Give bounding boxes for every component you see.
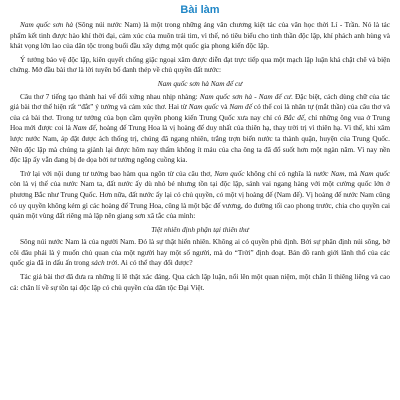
paragraph <box>10 92 390 166</box>
text: . Ai có thể thay đổi được? <box>117 258 193 268</box>
italic-text: sách trời <box>91 258 118 268</box>
italic-text: Nam quốc <box>359 168 391 178</box>
italic-text: Tiệt nhiên định phận tại thiên thư <box>151 224 249 234</box>
italic-text: Nam quốc <box>214 168 245 178</box>
italic-text: nước Nam <box>313 168 345 178</box>
paragraph <box>10 20 390 52</box>
text: Câu thơ 7 tiếng tạo thành hai vế đối xứng nhau nhịp nhàng: <box>20 91 200 101</box>
paragraph <box>10 55 390 76</box>
text: . Đặc biệt, cách dùng chữ của tác giả bài thơ thể hiện rất “đắt” ý tưởng và cảm xúc thơ. Hai từ <box>10 91 390 112</box>
document-body <box>10 20 390 293</box>
italic-text: Nam quốc <box>188 102 219 112</box>
paragraph <box>10 169 390 222</box>
italic-text: Nam quốc sơn hà - Nam đế cư <box>199 91 292 101</box>
document-title: Bài làm <box>180 4 220 16</box>
text: Tác giả bài thơ đã đưa ra những lí lẽ thật xác đáng. Qua cách lập luận, nổi lên một quan niệm, một chân lí thiêng liêng và cao cả: chân lí về sự tồn tại độc lập có chủ quyền của dân tộc Đại Việt. <box>10 272 390 292</box>
italic-text: Nam quốc sơn hà Nam đế cư <box>157 78 243 88</box>
text: còn là vị thế của nước Nam ta, đất nước ấy dù nhỏ bé nhưng tồn tại độc lập, sánh vai ngang hàng với một cường quốc lớn ở phương Bắc như Trung Quốc. Hơn nữa, đất nước ấy lại có chủ quyền, có một vị hoàng đế (Nam đế). Vị hoàng đế nước Nam cũng có uy quyền không kém gì các hoàng đế Trung Hoa, cũng là một bậc đế vương, do đường tối cao phong trước, chia cho quyền cai quản một vùng đất riêng mà lập nên giang sơn xã tắc của mình: <box>10 179 390 221</box>
quote-heading <box>10 79 390 90</box>
text: , hoàng đế Trung Hoa là vị hoàng đế duy nhất của thiên hạ, thay trời trị vì thiên hạ. Vì thế, khi xâm lược nước Nam, áp đặt được ách thống trị, chúng đã ngang nhiên, trắng trợn biến nước ta thành quận, huyện của Trung Quốc. Nền độc lập mà chúng ta giành lại được hôm nay thấm không ít máu của cha ông ta đã đổ suốt hơn một ngàn năm. Vì nay nền độc lập ấy vẫn đang bị đe dọa bởi tư tưởng ngông cuồng kia. <box>10 123 391 165</box>
text: Sông núi nước Nam là của người Nam. Đó là sự thật hiển nhiên. Không ai có quyền phủ định. Bởi sự phân định núi sông, bờ cõi đâu phải là ý muốn chủ quan của một người hay một số người, mà do “Trời” định đoạt. Bản đồ ranh giới lãnh thổ của các quốc gia đã in dấu ấn trong <box>10 237 390 268</box>
text: Trở lại với nội dung tư tưởng bao hàm qua ngôn từ của câu thơ, <box>20 168 215 178</box>
text: , mà <box>344 168 360 178</box>
italic-text: Nam đế <box>72 123 96 133</box>
italic-text: Bắc đế <box>283 112 305 122</box>
paragraph <box>10 272 390 293</box>
text: và <box>218 102 230 112</box>
italic-text: Nam đế <box>229 102 252 112</box>
quote-heading <box>10 225 390 236</box>
text: Ý tưởng bảo vệ độc lập, kiên quyết chống giặc ngoại xâm được diễn đạt trực tiếp qua một mạch lập luận khá chặt chẽ và biện chứng. Mở đầu bài thơ là lời tuyên bố đanh thép về chủ quyền đất nước: <box>10 54 390 75</box>
paragraph <box>10 237 390 269</box>
text: không chỉ có nghĩa là <box>244 168 314 178</box>
italic-text: Nam quốc sơn hà <box>20 20 73 29</box>
text: có thể coi là nhãn tự (mắt thần) của câu thơ và của cả bài thơ. Trong tư tưởng của bọn cầm quyền phong kiến Trung Quốc xưa nay chỉ có <box>10 102 391 122</box>
text: , chỉ những ông vua ở Trung Hoa mới được coi là <box>10 112 390 133</box>
text: (Sông núi nước Nam) là một trong những áng văn chương kiệt tác của văn học thời Lí - Trần. Nó là tác phẩm kết tinh được hào khí thời đại, cảm xúc của muôn trái tim, vì thế, nó tiêu biểu cho tinh thần độc lập, khí phách anh hùng và khát vọng lớn lao của dân tộc trong buổi đầu xây dựng một quốc gia phong kiến độc lập. <box>10 20 391 51</box>
